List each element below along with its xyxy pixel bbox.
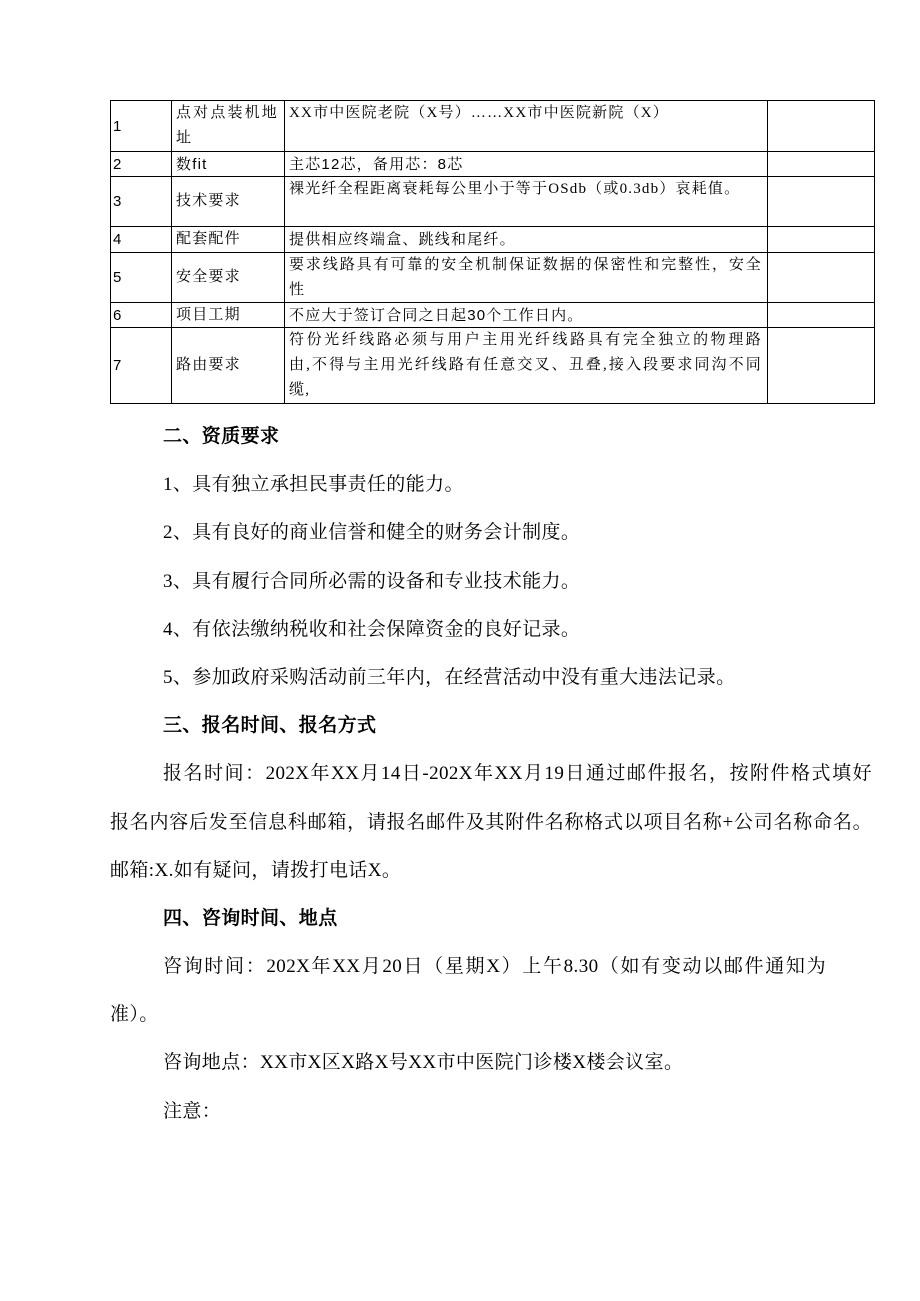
qualification-item: 3、具有履行合同所必需的设备和专业技术能力。: [163, 570, 581, 592]
requirements-table: [110, 100, 875, 404]
item-line: 点对点装机地: [176, 105, 278, 121]
table-cell-content: [285, 253, 768, 303]
table-cell-item: [172, 303, 285, 328]
table-cell-item: [172, 177, 285, 227]
table-cell-content: [285, 303, 768, 328]
table-cell-no: [111, 227, 172, 253]
content-line: 裸光纤全程距离衰耗每公里小于等于OSdb（或0.3db）哀耗值。: [289, 181, 741, 197]
consultation-location: 咨询地点：XX市X区X路X号XX市中医院门诊楼X楼会议室。: [163, 1052, 684, 1074]
table-cell-item: [172, 227, 285, 253]
row-number: 1: [113, 117, 122, 135]
table-cell-remark: [768, 101, 875, 152]
content-line: 要求线路具有可靠的安全机制保证数据的保密性和完整性，安全: [289, 257, 762, 273]
content-line: 由,不得与主用光纤线路有任意交叉、丑叠,接入段要求同沟不同: [289, 357, 762, 373]
content-line: 缆,: [289, 382, 311, 398]
table-cell-content: [285, 101, 768, 152]
item-line: 配套配件: [176, 231, 241, 247]
registration-paragraph-line: 报名内容后发至信息科邮箱，请报名邮件及其附件名称格式以项目名称+公司名称命名。: [110, 811, 872, 833]
qualification-item: 1、具有独立承担民事责任的能力。: [163, 474, 464, 496]
content-line: 符份光纤线路必须与用户主用光纤线路具有完全独立的物理路: [289, 332, 762, 348]
qualification-item: 5、参加政府采购活动前三年内，在经营活动中没有重大违法记录。: [163, 666, 736, 688]
table-cell-item: [172, 253, 285, 303]
row-number: 7: [113, 357, 122, 374]
item-line: 址: [176, 130, 193, 146]
table-cell-remark: [768, 227, 875, 253]
document-body: [110, 413, 872, 1136]
table-cell-remark: [768, 152, 875, 177]
table-cell-content: [285, 152, 768, 177]
section-heading-consultation: 四、咨询时间、地点: [163, 907, 338, 929]
table-cell-no: [111, 152, 172, 177]
item-line: 项目工期: [176, 307, 241, 323]
table-cell-no: [111, 253, 172, 303]
table-cell-remark: [768, 177, 875, 227]
qualification-item: 4、有依法缴纳税收和社会保障资金的良好记录。: [163, 618, 581, 640]
item-line: 技术要求: [176, 193, 241, 209]
table-cell-remark: [768, 303, 875, 328]
content-line: 性: [289, 282, 306, 298]
row-number: 2: [113, 155, 122, 173]
table-cell-item: [172, 152, 285, 177]
table-cell-no: [111, 328, 172, 404]
table-cell-remark: [768, 328, 875, 404]
consultation-time-line: 准）。: [110, 1004, 159, 1026]
content-line: 主芯12芯，备用芯：8芯: [289, 156, 464, 173]
table-cell-content: [285, 177, 768, 227]
item-line: 安全要求: [176, 269, 241, 285]
table-cell-no: [111, 177, 172, 227]
content-line: XX市中医院老院（X号）……XX市中医院新院（X）: [289, 105, 669, 121]
table-cell-no: [111, 101, 172, 152]
registration-paragraph-line: 邮箱:X.如有疑问，请拨打电话X。: [110, 859, 402, 881]
section-heading-qualification: 二、资质要求: [163, 426, 280, 447]
table-cell-item: [172, 101, 285, 152]
row-number: 6: [113, 306, 122, 324]
section-heading-registration: 三、报名时间、报名方式: [163, 715, 377, 737]
item-line: 路由要求: [176, 357, 241, 373]
row-number: 4: [113, 231, 122, 248]
consultation-time-line: 咨询时间：202X年XX月20日（星期X）上午8.30（如有变动以邮件通知为: [163, 956, 826, 978]
table-cell-content: [285, 328, 768, 404]
content-line: 不应大于签订合同之日起30个工作日内。: [289, 307, 584, 324]
item-line: 数fit: [176, 156, 208, 173]
content-line: 提供相应终端盒、跳线和尾纤。: [289, 231, 516, 248]
qualification-item: 2、具有良好的商业信誉和健全的财务会计制度。: [163, 522, 581, 544]
row-number: 5: [113, 269, 122, 286]
row-number: 3: [113, 193, 122, 210]
table-cell-no: [111, 303, 172, 328]
note-label: 注意：: [163, 1100, 222, 1122]
table-cell-item: [172, 328, 285, 404]
registration-paragraph-line: 报名时间：202X年XX月14日-202X年XX月19日通过邮件报名，按附件格式填好: [163, 763, 872, 785]
table-cell-content: [285, 227, 768, 253]
table-cell-remark: [768, 253, 875, 303]
